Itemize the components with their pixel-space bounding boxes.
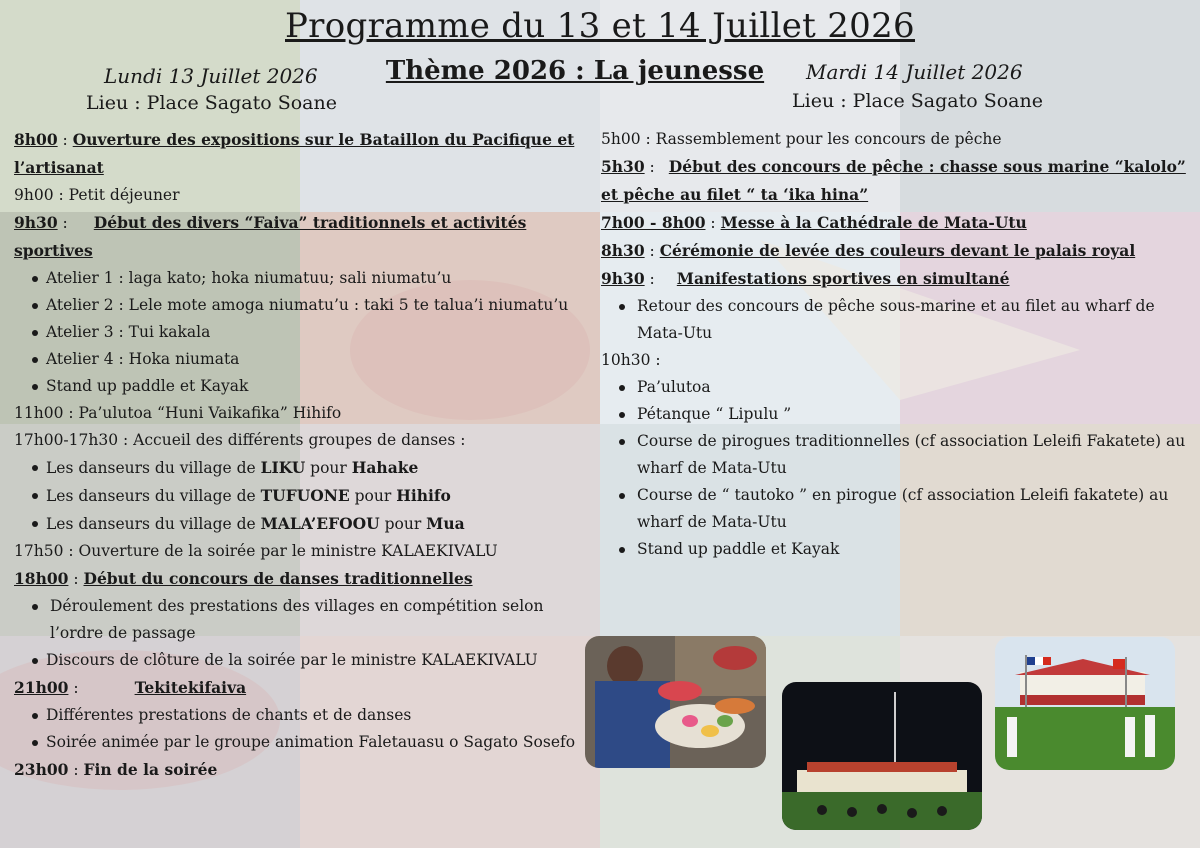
dancers-list xyxy=(14,454,590,538)
time-label: 7h00 - 8h00 xyxy=(601,213,706,232)
list-item: Pa’ulutoa xyxy=(601,374,1186,401)
monday-location: Lieu : Place Sagato Soane xyxy=(86,92,337,114)
entry-21h00: 21h00 : Tekitekifaiva xyxy=(14,678,247,697)
time-label: 5h30 xyxy=(601,157,645,176)
time-label: 8h30 xyxy=(601,241,645,260)
time-label: 23h00 xyxy=(14,760,69,779)
list-item: Discours de clôture de la soirée par le ministre KALAEKIVALU xyxy=(14,647,590,674)
list-item: Les danseurs du village de TUFUONE pour Hihifo xyxy=(14,482,590,510)
event-label: Début des concours de pêche : chasse sous marine “kalolo” et pêche au filet “ ta ‘ika hina” xyxy=(601,157,1186,204)
entry-23h00: 23h00 : Fin de la soirée xyxy=(14,760,218,779)
theme-heading: Thème 2026 : La jeunesse xyxy=(385,56,765,86)
list-item: Les danseurs du village de LIKU pour Hahake xyxy=(14,454,590,482)
entry-17h00: 17h00-17h30 : Accueil des différents groupes de danses : xyxy=(14,431,466,449)
ateliers-list xyxy=(14,265,590,400)
tekitekifaiva-list xyxy=(14,702,590,756)
list-item: Atelier 1 : laga kato; hoka niumatuu; sali niumatu’u xyxy=(14,265,590,292)
time-label: 8h00 xyxy=(14,130,58,149)
entry-8h30: 8h30 : Cérémonie de levée des couleurs devant le palais royal xyxy=(601,241,1136,260)
photo-flower-crafting xyxy=(585,636,766,768)
list-item: Retour des concours de pêche sous-marine et au filet au wharf de Mata-Utu xyxy=(601,293,1186,347)
entry-8h00: 8h00 : Ouverture des expositions sur le Bataillon du Pacifique et l’artisanat xyxy=(14,130,575,177)
list-item: Atelier 3 : Tui kakala xyxy=(14,319,590,346)
page-title: Programme du 13 et 14 Juillet 2026 xyxy=(285,6,915,46)
entry-11h00: 11h00 : Pa’ulutoa “Huni Vaikafika” Hihifo xyxy=(14,404,342,422)
list-item: Différentes prestations de chants et de danses xyxy=(14,702,590,729)
list-item: Soirée animée par le groupe animation Faletauasu o Sagato Sosefo xyxy=(14,729,590,756)
photo-flag-raising xyxy=(995,637,1175,770)
entry-5h00: 5h00 : Rassemblement pour les concours de pêche xyxy=(601,130,1002,148)
event-label: Messe à la Cathédrale de Mata-Utu xyxy=(720,213,1027,232)
list-item: Les danseurs du village de MALA’EFOOU pour Mua xyxy=(14,510,590,538)
monday-schedule xyxy=(14,126,590,784)
event-label: Début des divers “Faiva” traditionnels et activités sportives xyxy=(14,213,527,260)
sport-list xyxy=(601,293,1186,347)
list-item: Atelier 4 : Hoka niumata xyxy=(14,346,590,373)
event-label: Fin de la soirée xyxy=(83,760,218,779)
tuesday-schedule xyxy=(601,126,1186,563)
activities-list xyxy=(601,374,1186,563)
tuesday-date: Mardi 14 Juillet 2026 xyxy=(806,60,1023,84)
entry-9h30-sport: 9h30 : Manifestations sportives en simultané xyxy=(601,269,1010,288)
monday-date: Lundi 13 Juillet 2026 xyxy=(104,64,318,88)
entry-18h00: 18h00 : Début du concours de danses traditionnelles xyxy=(14,569,473,588)
list-item: Stand up paddle et Kayak xyxy=(14,373,590,400)
photo-night-ceremony xyxy=(782,682,982,830)
time-label: 9h30 xyxy=(601,269,645,288)
time-label: 18h00 xyxy=(14,569,69,588)
event-label: Manifestations sportives en simultané xyxy=(676,269,1010,288)
list-item: Stand up paddle et Kayak xyxy=(601,536,1186,563)
entry-10h30: 10h30 : xyxy=(601,351,661,369)
event-label: Début du concours de danses traditionnelles xyxy=(83,569,473,588)
entry-5h30: 5h30 : Début des concours de pêche : chasse sous marine “kalolo” et pêche au filet “ ta ‘ika hina” xyxy=(601,157,1186,204)
event-label: Cérémonie de levée des couleurs devant le palais royal xyxy=(659,241,1136,260)
list-item: Course de “ tautoko ” en pirogue (cf association Leleifi fakatete) au wharf de Mata-Utu xyxy=(601,482,1186,536)
entry-17h50: 17h50 : Ouverture de la soirée par le ministre KALAEKIVALU xyxy=(14,542,498,560)
time-label: 21h00 xyxy=(14,678,69,697)
entry-7h00: 7h00 - 8h00 : Messe à la Cathédrale de Mata-Utu xyxy=(601,213,1027,232)
list-item: Atelier 2 : Lele mote amoga niumatu’u : taki 5 te talua’i niumatu’u xyxy=(14,292,590,319)
event-label: Tekitekifaiva xyxy=(134,678,247,697)
entry-9h30: 9h30 : Début des divers “Faiva” traditionnels et activités sportives xyxy=(14,213,527,260)
event-label: Ouverture des expositions sur le Bataillon du Pacifique et l’artisanat xyxy=(14,130,575,177)
list-item: Déroulement des prestations des villages en compétition selon l’ordre de passage xyxy=(14,593,590,647)
concours-list xyxy=(14,593,590,674)
entry-9h00: 9h00 : Petit déjeuner xyxy=(14,186,180,204)
list-item: Course de pirogues traditionnelles (cf association Leleifi Fakatete) au wharf de Mata-Utu xyxy=(601,428,1186,482)
time-label: 9h30 xyxy=(14,213,58,232)
tuesday-location: Lieu : Place Sagato Soane xyxy=(792,90,1043,112)
list-item: Pétanque “ Lipulu ” xyxy=(601,401,1186,428)
